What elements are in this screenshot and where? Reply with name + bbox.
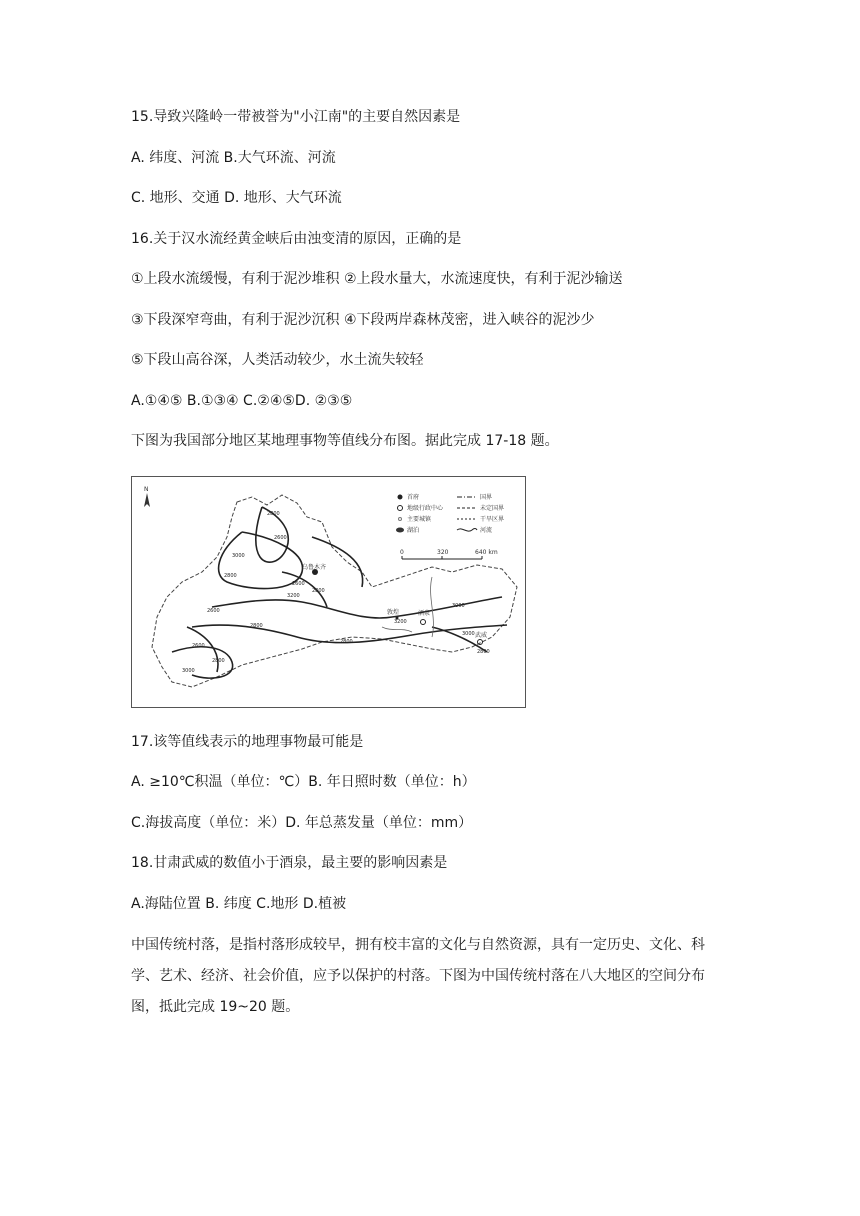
prefecture-icon <box>421 620 426 625</box>
iso-label: 3200 <box>394 619 407 625</box>
place-dunhuang: 敦煌 <box>387 609 400 616</box>
q18-stem: 18.甘肃武威的数值小于酒泉，最主要的影响因素是 <box>131 855 448 871</box>
q16-statement-3-4: ③下段深窄弯曲，有利于泥沙沉积 ④下段两岸森林茂密，进入峡谷的泥沙少 <box>131 312 595 328</box>
legend-label: 地级行政中心 <box>407 505 444 512</box>
legend-label: 湖泊 <box>407 527 420 534</box>
capital-legend-icon <box>398 495 403 500</box>
isoline <box>312 537 363 587</box>
intro-17-18: 下图为我国部分地区某地理事物等值线分布图。据此完成 17-18 题。 <box>131 433 559 449</box>
isoline-map <box>131 476 526 708</box>
iso-label: 3000 <box>452 603 465 609</box>
iso-label: 2800 <box>477 649 490 655</box>
isoline-map-figure <box>132 477 525 707</box>
iso-label: 2800 <box>224 573 237 579</box>
place-jiuquan: 酒泉 <box>418 610 431 617</box>
north-label: N <box>144 486 149 493</box>
q17-options-cd: C.海拔高度（单位：米）D. 年总蒸发量（单位：mm） <box>131 815 473 831</box>
isolines <box>172 507 507 678</box>
river <box>431 577 434 637</box>
iso-label: 2800 <box>312 588 325 594</box>
iso-label: 2600 <box>192 643 205 649</box>
iso-label: 2800 <box>340 639 353 645</box>
lake-legend-icon <box>396 528 404 533</box>
legend-label: 河流 <box>480 527 493 534</box>
iso-label: 2600 <box>292 581 305 587</box>
rivers <box>382 577 433 637</box>
q17-options-ab: A. ≥10℃积温（单位：℃）B. 年日照时数（单位：h） <box>131 774 476 790</box>
legend-label: 干旱区界 <box>480 516 505 523</box>
q16-statement-1-2: ①上段水流缓慢，有利于泥沙堆积 ②上段水量大，水流速度快，有利于泥沙输送 <box>131 271 623 287</box>
legend-label: 首府 <box>407 494 420 501</box>
north-arrow-icon <box>144 493 150 507</box>
iso-label: 3000 <box>462 631 475 637</box>
river <box>382 627 412 632</box>
iso-label: 3000 <box>182 668 195 674</box>
prefecture-legend-icon <box>398 506 403 511</box>
intro-19-20: 中国传统村落，是指村落形成较早，拥有校丰富的文化与自然资源，具有一定历史、文化、科学、艺术、经济、社会价值，应予以保护的村落。下图为中国传统村落在八大地区的空间分布图，抵此完成 19~20 题。 <box>131 937 705 1015</box>
legend-label: 国界 <box>480 494 493 501</box>
q16-options: A.①④⑤ B.①③④ C.②④⑤D. ②③⑤ <box>131 393 353 409</box>
isoline <box>219 532 303 589</box>
town-legend-icon <box>399 518 402 521</box>
legend-label: 未定国界 <box>480 505 505 512</box>
map-legend <box>396 493 504 559</box>
q15-options-ab: A. 纬度、河流 B.大气环流、河流 <box>131 150 336 166</box>
iso-label: 2800 <box>267 511 280 517</box>
iso-label: 2800 <box>250 623 263 629</box>
iso-label: 2600 <box>274 535 287 541</box>
q16-stem: 16.关于汉水流经黄金峡后由浊变清的原因，正确的是 <box>131 231 462 247</box>
iso-label: 3000 <box>232 553 245 559</box>
iso-label: 3200 <box>287 593 300 599</box>
q17-stem: 17.该等值线表示的地理事物最可能是 <box>131 734 364 750</box>
iso-label: 2600 <box>207 608 220 614</box>
region-boundary <box>152 495 517 687</box>
river-legend-icon <box>457 529 477 532</box>
scale-label: 0 <box>400 549 404 556</box>
place-urumqi: 乌鲁木齐 <box>302 564 327 571</box>
q15-stem: 15.导致兴隆岭一带被誉为"小江南"的主要自然因素是 <box>131 109 461 125</box>
isoline <box>187 627 218 672</box>
q15-options-cd: C. 地形、交通 D. 地形、大气环流 <box>131 190 342 206</box>
q18-options: A.海陆位置 B. 纬度 C.地形 D.植被 <box>131 896 347 912</box>
legend-label: 主要城镇 <box>407 516 432 523</box>
iso-label: 2800 <box>212 658 225 664</box>
q16-statement-5: ⑤下段山高谷深，人类活动较少，水土流失较轻 <box>131 352 424 368</box>
scale-label: 320 <box>437 549 449 556</box>
place-wuwei: 武威 <box>475 632 488 639</box>
scale-label: 640 km <box>475 549 498 556</box>
prefecture-icon <box>478 640 483 645</box>
